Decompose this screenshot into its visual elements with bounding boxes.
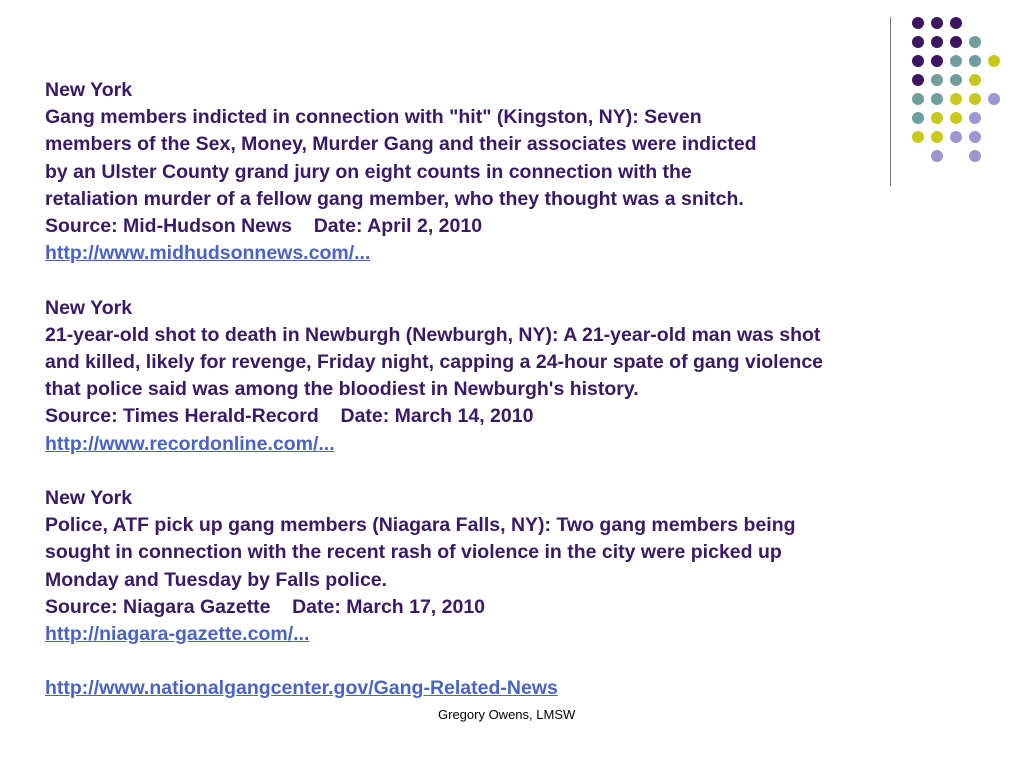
item-region: New York xyxy=(45,296,133,319)
item-text-line: and killed, likely for revenge, Friday night, capping a 24-hour spate of gang violence xyxy=(45,351,824,374)
item-source-line xyxy=(45,594,970,621)
item-source: Source: Mid-Hudson News xyxy=(45,215,293,238)
decorative-dot xyxy=(969,112,981,124)
item-region: New York xyxy=(45,487,133,510)
item-text-line: by an Ulster County grand jury on eight counts in connection with the xyxy=(45,160,692,183)
item-link[interactable]: http://www.midhudsonnews.com/... xyxy=(45,242,371,265)
decorative-dot xyxy=(912,131,924,143)
decorative-dot xyxy=(931,93,943,105)
decorative-dot xyxy=(969,55,981,67)
item-date: Date: April 2, 2010 xyxy=(313,215,483,238)
item-text-line: Police, ATF pick up gang members (Niagara Falls, NY): Two gang members being xyxy=(45,514,796,537)
decorative-dot xyxy=(931,112,943,124)
decorative-dot xyxy=(969,74,981,86)
vertical-divider xyxy=(890,17,891,186)
spacer xyxy=(45,458,970,485)
decorative-dot xyxy=(912,74,924,86)
item-date: Date: March 17, 2010 xyxy=(292,595,486,618)
decorative-dot xyxy=(969,36,981,48)
decorative-dot xyxy=(950,17,962,29)
item-link[interactable]: http://www.recordonline.com/... xyxy=(45,432,335,455)
decorative-dot xyxy=(931,74,943,86)
slide-content xyxy=(45,77,970,703)
decorative-dot xyxy=(950,112,962,124)
item-source: Source: Niagara Gazette xyxy=(45,595,271,618)
item-region: New York xyxy=(45,79,133,101)
national-gang-center-link[interactable]: http://www.nationalgangcenter.gov/Gang-Related-News xyxy=(45,677,558,700)
item-date: Date: March 14, 2010 xyxy=(340,405,534,428)
decorative-dot xyxy=(969,93,981,105)
decorative-dot xyxy=(950,74,962,86)
decorative-dot xyxy=(950,131,962,143)
item-text-line: members of the Sex, Money, Murder Gang and their associates were indicted xyxy=(45,133,757,156)
item-source-line xyxy=(45,403,970,430)
item-source-line xyxy=(45,213,970,240)
decorative-dot xyxy=(912,112,924,124)
spacer xyxy=(45,267,970,294)
decorative-dot xyxy=(969,131,981,143)
footer-author: Gregory Owens, LMSW xyxy=(438,707,576,722)
decorative-dot xyxy=(912,17,924,29)
news-item xyxy=(45,485,970,648)
decorative-dot xyxy=(950,55,962,67)
item-text-line: that police said was among the bloodiest in Newburgh's history. xyxy=(45,378,639,401)
decorative-dot xyxy=(931,150,943,162)
decorative-dot xyxy=(988,93,1000,105)
decorative-dot xyxy=(969,150,981,162)
decorative-dot xyxy=(931,55,943,67)
decorative-dot xyxy=(950,36,962,48)
news-item xyxy=(45,77,970,267)
item-text-line: Gang members indicted in connection with "hit" (Kingston, NY): Seven xyxy=(45,106,702,129)
decorative-dot xyxy=(912,55,924,67)
item-text-line: sought in connection with the recent rash of violence in the city were picked up xyxy=(45,541,782,564)
decorative-dot xyxy=(912,36,924,48)
item-link[interactable]: http://niagara-gazette.com/... xyxy=(45,623,310,646)
decorative-dot xyxy=(950,93,962,105)
decorative-dot xyxy=(988,55,1000,67)
decorative-dot xyxy=(931,17,943,29)
decorative-dot xyxy=(931,36,943,48)
decorative-dot xyxy=(931,131,943,143)
item-source: Source: Times Herald-Record xyxy=(45,405,319,428)
news-item xyxy=(45,295,970,458)
item-text-line: Monday and Tuesday by Falls police. xyxy=(45,568,388,591)
item-text-line: 21-year-old shot to death in Newburgh (Newburgh, NY): A 21-year-old man was shot xyxy=(45,323,821,346)
spacer xyxy=(45,648,970,675)
decorative-dot xyxy=(912,93,924,105)
item-text-line: retaliation murder of a fellow gang member, who they thought was a snitch. xyxy=(45,187,744,210)
